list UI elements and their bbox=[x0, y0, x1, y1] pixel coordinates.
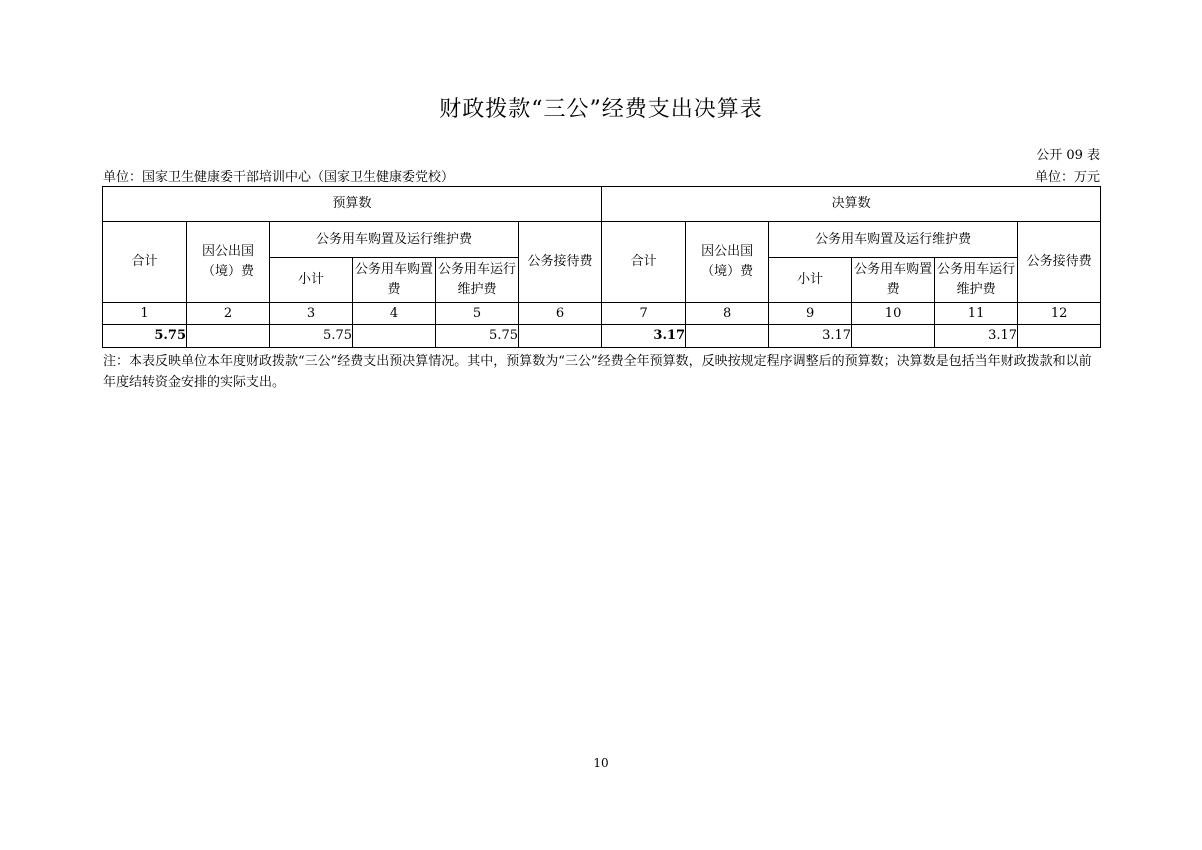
group-final: 决算数 bbox=[602, 187, 1101, 222]
final-purchase-header: 公务用车购置费 bbox=[852, 258, 935, 303]
final-maintenance-value: 3.17 bbox=[935, 325, 1018, 348]
col-number: 12 bbox=[1018, 303, 1101, 325]
final-subtotal-header: 小计 bbox=[769, 258, 852, 303]
col-number: 9 bbox=[769, 303, 852, 325]
col-number: 11 bbox=[935, 303, 1018, 325]
final-reception-header: 公务接待费 bbox=[1018, 222, 1101, 303]
budget-total-header: 合计 bbox=[103, 222, 187, 303]
col-number: 1 bbox=[103, 303, 187, 325]
budget-reception-header: 公务接待费 bbox=[519, 222, 602, 303]
col-number: 8 bbox=[686, 303, 769, 325]
col-number: 7 bbox=[602, 303, 686, 325]
final-total-value: 3.17 bbox=[602, 325, 686, 348]
col-number: 10 bbox=[852, 303, 935, 325]
col-number: 6 bbox=[519, 303, 602, 325]
form-number: 公开 09 表 bbox=[1036, 148, 1100, 163]
unit-row bbox=[103, 166, 1100, 185]
expenditure-table bbox=[102, 186, 1101, 348]
final-abroad-header: 因公出国（境）费 bbox=[686, 222, 769, 303]
unit-name: 单位：国家卫生健康委干部培训中心（国家卫生健康委党校） bbox=[103, 170, 455, 185]
budget-vehicle-header: 公务用车购置及运行维护费 bbox=[270, 222, 519, 258]
final-reception-value bbox=[1018, 325, 1101, 348]
final-purchase-value bbox=[852, 325, 935, 348]
budget-reception-value bbox=[519, 325, 602, 348]
table-row bbox=[103, 325, 1101, 348]
header-row-groups bbox=[103, 187, 1101, 222]
budget-total-value: 5.75 bbox=[103, 325, 187, 348]
final-abroad-value bbox=[686, 325, 769, 348]
budget-maintenance-header: 公务用车运行维护费 bbox=[436, 258, 519, 303]
budget-maintenance-value: 5.75 bbox=[436, 325, 519, 348]
final-vehicle-header: 公务用车购置及运行维护费 bbox=[769, 222, 1018, 258]
unit-of-measure: 单位：万元 bbox=[1034, 170, 1100, 185]
page-title: 财政拨款“三公”经费支出决算表 bbox=[439, 97, 763, 122]
table-note: 注：本表反映单位本年度财政拨款“三公”经费支出预决算情况。其中，预算数为“三公”经费全年预算数，反映按规定程序调整后的预算数；决算数是包括当年财政拨款和以前年度结转资金安排的实际支出。 bbox=[103, 354, 1092, 390]
group-budget: 预算数 bbox=[103, 187, 602, 222]
budget-abroad-value bbox=[187, 325, 270, 348]
budget-subtotal-value: 5.75 bbox=[270, 325, 353, 348]
final-maintenance-header: 公务用车运行维护费 bbox=[935, 258, 1018, 303]
page-number: 10 bbox=[593, 756, 609, 770]
budget-abroad-header: 因公出国（境）费 bbox=[187, 222, 270, 303]
col-number: 4 bbox=[353, 303, 436, 325]
budget-purchase-header: 公务用车购置费 bbox=[353, 258, 436, 303]
col-number: 3 bbox=[270, 303, 353, 325]
col-number: 5 bbox=[436, 303, 519, 325]
final-subtotal-value: 3.17 bbox=[769, 325, 852, 348]
final-total-header: 合计 bbox=[602, 222, 686, 303]
col-number: 2 bbox=[187, 303, 270, 325]
budget-subtotal-header: 小计 bbox=[270, 258, 353, 303]
column-number-row bbox=[103, 303, 1101, 325]
budget-purchase-value bbox=[353, 325, 436, 348]
header-row-categories bbox=[103, 222, 1101, 258]
